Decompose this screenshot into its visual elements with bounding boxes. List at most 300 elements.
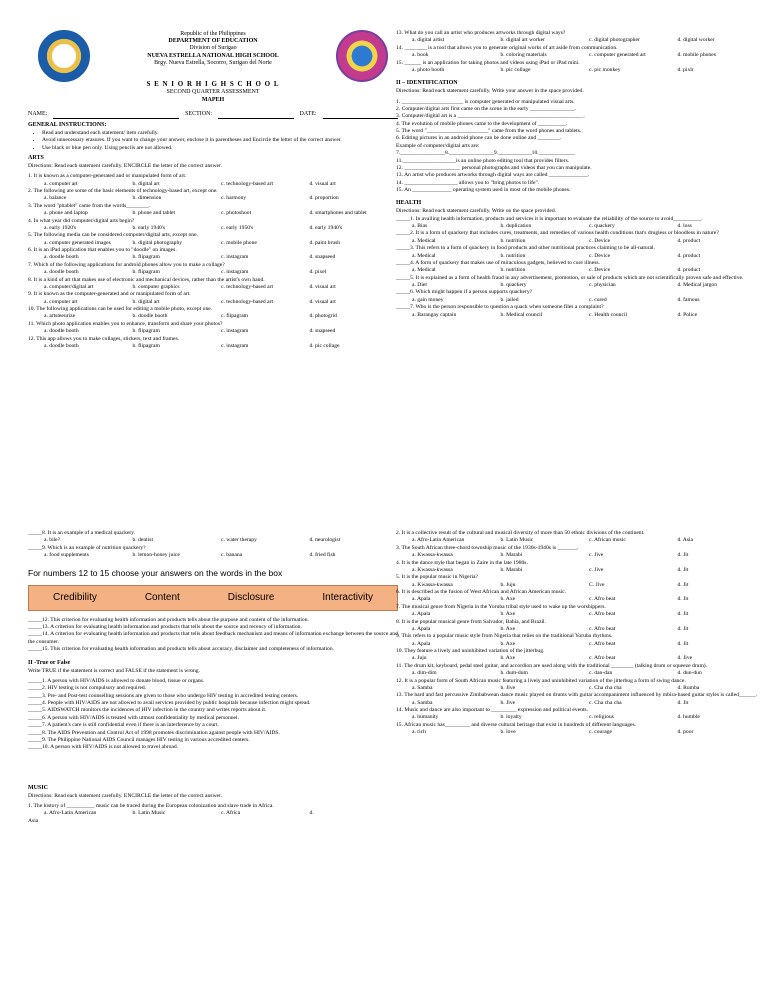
answer-option[interactable]: a. digital artist: [412, 37, 445, 44]
answer-option[interactable]: a. computer art: [44, 298, 78, 305]
answer-option[interactable]: c. courage: [589, 729, 612, 736]
question-text: 11. The drum kit, keyboard, pedal steel guitar, and accordion are used along with the traditional ________ (talking drum or squeeze drum).: [396, 662, 708, 669]
answer-option[interactable]: a. photo booth: [412, 66, 445, 73]
dept-text: DEPARTMENT OF EDUCATION: [168, 38, 258, 45]
answer-option[interactable]: a. balance: [44, 195, 67, 202]
answer-option[interactable]: b. dum-dum: [500, 670, 528, 677]
answer-options: [28, 328, 398, 335]
answer-option[interactable]: c. early 1950's: [221, 224, 254, 231]
answer-option[interactable]: c. Jive: [589, 552, 604, 559]
question-text: 2. It is a collective result of the cultural and musical diversity of more than 50 ethnic divisions of the continent.: [396, 530, 645, 536]
answer-option[interactable]: a. book: [412, 52, 429, 59]
question-text: 1. The history of __________ music can be traced during the European colonization and slave trade in Africa.: [28, 802, 274, 809]
answer-option[interactable]: c. Afro beat: [589, 625, 616, 632]
answer-option[interactable]: c. Afro beat: [589, 596, 616, 603]
answer-option[interactable]: d. product: [677, 252, 701, 259]
answer-option[interactable]: c. cured: [589, 296, 607, 303]
answer-option[interactable]: b. digital photography: [132, 239, 183, 246]
identification-item: 7.________________8.________________9.____________10._____________: [396, 150, 575, 157]
subject-title: MAPEH: [201, 97, 225, 104]
answer-option[interactable]: c. religious: [589, 714, 614, 721]
true-false-item: _____8. The AIDS Prevention and Control Act of 1998 promotes discrimination against people with HIV/AIDS.: [28, 729, 280, 736]
answer-option[interactable]: a. Medical: [412, 252, 436, 259]
answer-option[interactable]: c. physician: [589, 282, 616, 289]
identification-items: [396, 99, 766, 195]
answer-option[interactable]: a. Apala: [412, 640, 431, 647]
answer-option[interactable]: c. Afro beat: [589, 655, 616, 662]
answer-option[interactable]: d. pixel: [309, 269, 327, 276]
answer-option[interactable]: b. duplication: [500, 223, 532, 230]
answer-option[interactable]: d. Jit: [677, 596, 689, 603]
answer-option[interactable]: b. digital art: [132, 180, 160, 187]
answer-option[interactable]: a. bile?: [44, 537, 61, 544]
word-credibility: Credibility: [52, 592, 97, 604]
question-text: _____3. This refers to a form of quackery in food products and other nutritional practices claiming to be all-natural.: [396, 245, 655, 252]
answer-option[interactable]: d. Jit: [677, 566, 689, 573]
answer-option[interactable]: c. water therapy: [221, 537, 257, 544]
answer-option[interactable]: d. snapseed: [309, 328, 336, 335]
answer-option[interactable]: d. Jit: [677, 640, 689, 647]
answer-options: [396, 253, 766, 260]
question-text: 6. It is described as the fusion of West African and African American music.: [396, 589, 567, 595]
answer-option[interactable]: a. computer art: [44, 180, 78, 187]
answer-option[interactable]: b. flipagram: [132, 269, 160, 276]
page-top-right: [396, 30, 766, 319]
answer-option[interactable]: b. Latin Music: [500, 537, 534, 544]
answer-option[interactable]: d. pic collage: [309, 342, 340, 349]
answer-option[interactable]: d. Jit: [677, 699, 689, 706]
true-false-item: _____9. The Philippine National AIDS Council manages HIV testing in various accredited centers.: [28, 736, 250, 743]
music-tail-text: Asia: [28, 817, 39, 824]
answer-option[interactable]: a. computer generated images: [44, 239, 111, 246]
answer-options: [28, 313, 398, 320]
answer-option[interactable]: d. Rumba: [677, 684, 700, 691]
answer-option[interactable]: a. humanity: [412, 714, 439, 721]
answer-option[interactable]: d. paint brush: [309, 239, 341, 246]
question-text: _____5. It is explained as a form of health fraud in any advertisement, promotion, or sale of products which are not scientifically proven safe and effective.: [396, 274, 744, 281]
date-label: DATE:: [299, 111, 317, 118]
answer-option[interactable]: a. Kwassa-kwassa: [412, 552, 453, 559]
answer-options: [396, 552, 766, 559]
answer-option[interactable]: b. Axe: [500, 596, 516, 603]
answer-option[interactable]: d. Asia: [677, 537, 694, 544]
identification-item: 13. An artist who produces artworks through digital ways are called ______________.: [396, 172, 590, 179]
answer-option[interactable]: b. phone and tablet: [132, 210, 176, 217]
question-text: 5. The following media can be considered computer/digital arts, except one.: [28, 232, 198, 239]
answer-option[interactable]: c. African music: [589, 537, 626, 544]
answer-option[interactable]: a. artsteeurize: [44, 313, 76, 320]
answer-option[interactable]: a. food supplements: [44, 552, 89, 559]
question-text: 12. This app allows you to make collages, stickers, text and frames.: [28, 335, 180, 342]
true-false-item: _____6. A person with HIV/AIDS is treated with utmost confidentiality by medical personnel.: [28, 714, 239, 721]
instruction-item: • Use black or blue pen only. Using pencils are not allowed.: [42, 145, 398, 152]
division-text: Division of Surigao: [189, 45, 237, 52]
answer-option[interactable]: c. Health council: [589, 311, 628, 318]
answer-options: [396, 611, 766, 618]
answer-option[interactable]: a. Kwassa-kwassa: [412, 581, 453, 588]
answer-option[interactable]: a. Apala: [412, 611, 431, 618]
answer-option[interactable]: b. pic collage: [500, 66, 531, 73]
question-text: 14. ________ is a tool that allows you to generate original works of art aside from communication.: [396, 44, 618, 51]
answer-option[interactable]: a. doodle booth: [44, 269, 79, 276]
answer-options: [396, 537, 766, 544]
answer-option[interactable]: c. Jive: [589, 566, 604, 573]
page-top-left: [28, 30, 398, 350]
page-bottom-right: [396, 530, 766, 737]
answer-option[interactable]: a. doodle booth: [44, 342, 79, 349]
answer-option[interactable]: d. Jive: [677, 655, 693, 662]
question-text: 4. In what year did computer/digital arts begin?: [28, 217, 135, 224]
republic-text: Republic of the Philippines: [180, 31, 246, 37]
music-questions: [28, 803, 398, 818]
school-address: Brgy. Nueva Estrella, Socorro, Surigao del Norte: [154, 59, 272, 66]
answer-option[interactable]: a. rich: [412, 729, 426, 736]
answer-option[interactable]: c. pic monkey: [589, 66, 621, 73]
question-text: 9. It is known as the computer-generated and or manipulated form of art.: [28, 291, 191, 298]
answer-option[interactable]: d. visual art: [309, 298, 336, 305]
question-text: _____8. It is an example of a medical quackery.: [28, 530, 136, 536]
question-text: 1. It is known as a computer-generated and or manipulated form of art.: [28, 173, 187, 180]
answer-option[interactable]: d. Medical jargon: [677, 282, 718, 289]
answer-option[interactable]: d. proportion: [309, 195, 339, 202]
answer-option[interactable]: d. Jit: [677, 552, 689, 559]
deped-seal-logo: [38, 30, 90, 82]
arts-directions: Directions: Read each statement carefully. ENCIRCLE the letter of the correct answer.: [28, 162, 222, 169]
criteria-items: [28, 617, 398, 654]
general-instructions-list: [28, 130, 398, 152]
answer-option[interactable]: d. digital worker: [677, 37, 715, 44]
word-box-note: For numbers 12 to 15 choose your answers on the words in the box: [28, 567, 283, 578]
arts-title: ARTS: [28, 154, 44, 161]
answer-option[interactable]: b. flipagram: [132, 342, 160, 349]
answer-option[interactable]: a. Bias: [412, 223, 428, 230]
answer-option[interactable]: d. visual art: [309, 283, 336, 290]
answer-option[interactable]: a. doodle booth: [44, 328, 79, 335]
answer-options: [28, 181, 398, 188]
answer-options: [396, 596, 766, 603]
question-text: _____7. Who is the person responsible to question a quack when someone files a complaint?: [396, 304, 604, 311]
answer-option[interactable]: d. photogrid: [309, 313, 337, 320]
identification-item: 14. ___________________ allows you to "bring photos to life".: [396, 179, 540, 186]
answer-option[interactable]: b. Axe: [500, 655, 516, 662]
school-seal-logo: [336, 30, 388, 82]
true-false-item: _____3. Pre- and Post-test counselling sessions are given to those who undergo HIV testing in accredited testing centers.: [28, 692, 299, 699]
answer-option[interactable]: d. humble: [677, 714, 700, 721]
answer-option[interactable]: c. Afro beat: [589, 640, 616, 647]
question-text: 12. It is a popular form of South African music featuring a lively and uninhibited variation of the jitterbug a form of swing dance.: [396, 677, 686, 684]
question-text: 9. This refers to a popular music style from Nigeria that relies on the traditional Yoruba rhythms.: [396, 633, 613, 640]
question-text: 8. It is a kind of art that makes use of electronic and mechanical devices, rather than the artist's own hand.: [28, 276, 265, 283]
health-directions: Directions: Read each statement carefully. Write on the space provided.: [396, 208, 557, 215]
answer-option[interactable]: c. computer generated art: [589, 52, 646, 59]
answer-options: [28, 810, 398, 817]
word-content: Content: [144, 592, 180, 604]
true-false-title: II -True or False: [28, 659, 71, 666]
answer-option[interactable]: b. Axe: [500, 611, 516, 618]
answer-option[interactable]: a. Kwassa-kwassa: [412, 566, 453, 573]
answer-option[interactable]: a. doodle booth: [44, 254, 79, 261]
true-false-item: _____5. AIDSWATCH monitors the incidences of HIV infection in the country and writes reports about it.: [28, 707, 267, 714]
answer-option[interactable]: c. mobile phone: [221, 239, 257, 246]
answer-option[interactable]: b. Jive: [500, 684, 516, 691]
answer-option[interactable]: a. Medical: [412, 267, 436, 274]
answer-option[interactable]: a. gain money: [412, 296, 444, 303]
health-questions: [396, 216, 766, 319]
answer-option[interactable]: c. flipagram: [221, 313, 249, 320]
answer-option[interactable]: c. Africa: [221, 810, 241, 817]
answer-option[interactable]: c. instagram: [221, 254, 249, 261]
answer-option[interactable]: d. visual art: [309, 180, 336, 187]
question-text: _____2. It is a form of quackery that includes cures, treatments, and remedies of various health conditions that's drugless or bloodless in nature?: [396, 230, 719, 237]
answer-options: [396, 700, 766, 707]
question-text: _____1. In availing health information, products and services it is important to evaluate the reliability of the source to avoid__________.: [396, 215, 703, 222]
answer-option[interactable]: c. Device: [589, 237, 611, 244]
answer-option[interactable]: b. nutrition: [500, 252, 526, 259]
answer-option[interactable]: b. Juju: [500, 581, 516, 588]
answer-option[interactable]: b. Marabi: [500, 552, 523, 559]
answer-options: [396, 567, 766, 574]
criteria-item: _____12. This criterion for evaluating health information and products tells about the purpose and content of the information.: [28, 616, 309, 623]
answer-options: [28, 195, 398, 202]
question-text: 3. The South African three-chord township music of the 1930s-1940s is _______.: [396, 544, 579, 551]
answer-option[interactable]: d. smartphones and tablet: [309, 210, 367, 217]
answer-option[interactable]: b. coloring materials: [500, 52, 547, 59]
question-text: 4. It is the dance style that began in Zaire in the late 1980s.: [396, 559, 528, 566]
question-text: 14. Music and dance are also important to _________ expression and political events.: [396, 707, 589, 713]
answer-option[interactable]: c. instagram: [221, 342, 249, 349]
section-field[interactable]: [218, 111, 293, 119]
question-text: 11. Which photo application enables you to enhance, transform and share your photos?: [28, 320, 223, 327]
answer-option[interactable]: a. early 1920's: [44, 224, 77, 231]
answer-option[interactable]: c. instagram: [221, 269, 249, 276]
question-text: 8. It is the popular musical genre from Salvador, Bahia, and Brazil.: [396, 618, 546, 625]
answer-option[interactable]: b. flipagram: [132, 328, 160, 335]
word-disclosure: Disclosure: [227, 592, 275, 604]
true-false-items: [28, 678, 398, 752]
answer-option[interactable]: d. Police: [677, 311, 698, 318]
answer-options: [396, 729, 766, 736]
question-text: 5. It is the popular music in Nigeria?: [396, 574, 479, 581]
answer-option[interactable]: d. pixlr: [677, 66, 694, 73]
music-questions-continued: [396, 530, 766, 737]
exam-title: SECOND QUARTER ASSESSMENT: [166, 89, 260, 96]
answer-options: [396, 714, 766, 721]
answer-option[interactable]: b. nutrition: [500, 267, 526, 274]
answer-options: [28, 240, 398, 247]
question-text: _____4. A form of quackery that makes use of miraculous gadgets, believed to cure illness.: [396, 259, 600, 266]
question-text: 6. It is an iPad application that enables you to "doodle" on images.: [28, 247, 177, 254]
answer-option[interactable]: c. banana: [221, 552, 243, 559]
answer-option[interactable]: d. famous: [677, 296, 700, 303]
answer-option[interactable]: a. Apala: [412, 596, 431, 603]
answer-option[interactable]: c. technology-based art: [221, 298, 274, 305]
answer-option[interactable]: d. poor: [677, 729, 694, 736]
answer-option[interactable]: a. Afro-Latin American: [412, 537, 465, 544]
answer-option[interactable]: a. Afro-Latin American: [44, 810, 97, 817]
criteria-item: _____13. A criterion for evaluating health information and products that tells about the source and recency of information.: [28, 624, 302, 631]
answer-option[interactable]: b. digital art: [132, 298, 160, 305]
answer-options: [396, 37, 766, 44]
question-text: 10. They feature a lively and uninhibited variation of the jitterbug.: [396, 648, 545, 654]
music-directions: Directions: Read each statement carefully. ENCIRCLE the letter of the correct answer.: [28, 792, 222, 799]
answer-option[interactable]: c. Device: [589, 267, 611, 274]
question-text: _____9. Which is an example of nutrition quackery?: [28, 544, 146, 551]
arts-questions-continued: [396, 30, 766, 74]
identification-directions: Directions: Read each statement carefully. Write your answer in the space provided.: [396, 88, 584, 95]
answer-option[interactable]: d. Jit: [677, 611, 689, 618]
answer-option[interactable]: a. dim-dim: [412, 670, 437, 677]
answer-option[interactable]: d. early 1940's: [309, 224, 343, 231]
answer-option[interactable]: a. Diet: [412, 282, 427, 289]
criteria-item: _____15. This criterion for evaluating health information and products tells about accuracy, disclaimer and completeness of information.: [28, 646, 335, 653]
answer-option[interactable]: d. Jit: [677, 625, 689, 632]
answer-option[interactable]: b. loyalty: [500, 714, 522, 721]
answer-option[interactable]: d. Jit: [677, 581, 689, 588]
answer-options: [28, 552, 398, 559]
answer-option[interactable]: b. nutrition: [500, 237, 526, 244]
answer-option[interactable]: a. Samba: [412, 684, 433, 691]
question-text: 7. The musical genre from Nigeria in the Yoruba tribal style used to wake up the worshippers.: [396, 603, 606, 610]
answer-options: [396, 670, 766, 677]
identification-item: 4. The evolution of mobile phones came to the development of __________.: [396, 120, 568, 127]
arts-questions: [28, 173, 398, 350]
question-text: 13. The hard and fast percussive Zimbabwean dance music played on drums with guitar accompaniment influenced by mbira-based guitar styles is called______.: [396, 692, 758, 699]
word-interactivity: Interactivity: [322, 592, 373, 604]
answer-option[interactable]: a. Samba: [412, 699, 433, 706]
general-instructions-title: GENERAL INSTRUCTIONS:: [28, 121, 107, 128]
answer-option[interactable]: b. Latin Music: [132, 810, 166, 817]
question-text: 7. Which of the following applications for android phones allow you to make a collage?: [28, 261, 225, 268]
school-name: NUEVA ESTRELLA NATIONAL HIGH SCHOOL: [147, 52, 279, 59]
answer-option[interactable]: c. digital photographer: [589, 37, 640, 44]
answer-options: [396, 655, 766, 662]
question-text: 15. African music has_________ and diverse cultural heritage that exist in hundreds of different languages.: [396, 721, 637, 728]
answer-option[interactable]: b. quackery: [500, 282, 527, 289]
identification-item: 12. ____________________ personal photographs and videos that you can manipulate.: [396, 164, 592, 171]
identification-item: 6. Editing pictures in an android phone can be done online and ________.: [396, 135, 562, 142]
date-field[interactable]: [323, 111, 398, 119]
identification-item: 11.___________________is an online photo editing tool that provides filters.: [396, 157, 570, 164]
instruction-item: • Avoid unnecessary erasures. If you want to change your answer, enclose it in parentheses and Encircle the letter of the correct answer.: [42, 137, 398, 144]
answer-option[interactable]: c. technology-based art: [221, 180, 274, 187]
answer-option[interactable]: c. technology-based art: [221, 283, 274, 290]
answer-option[interactable]: c. harmony: [221, 195, 247, 202]
answer-option[interactable]: d. snapseed: [309, 254, 336, 261]
answer-option[interactable]: b. early 1940's: [132, 224, 166, 231]
answer-options: [396, 267, 766, 274]
answer-option[interactable]: c. quackery: [589, 223, 615, 230]
answer-option[interactable]: b. Axe: [500, 625, 516, 632]
answer-option[interactable]: b. doodle booth: [132, 313, 168, 320]
answer-option[interactable]: c. Cha cha cha: [589, 699, 622, 706]
answer-option[interactable]: d. product: [677, 237, 701, 244]
name-field[interactable]: [53, 111, 179, 119]
answer-option[interactable]: a. Juju: [412, 655, 427, 662]
identification-item: 15. An ______________ operating system used in most of the mobile phones.: [396, 187, 571, 194]
answer-options: [28, 210, 398, 217]
answer-options: [396, 582, 766, 589]
answer-option[interactable]: b. Axe: [500, 640, 516, 647]
answer-options: [28, 537, 398, 544]
question-text: 15. ______ is an application for taking photos and videos using iPad or iPad mini.: [396, 59, 580, 66]
answer-option[interactable]: b. flipagram: [132, 254, 160, 261]
instruction-item: • Read and understand each statement/ item carefully.: [42, 130, 398, 137]
page-bottom-left: [28, 530, 398, 825]
answer-option[interactable]: c. Cha cha cha: [589, 684, 622, 691]
answer-option[interactable]: b. lemon-honey juice: [132, 552, 180, 559]
answer-option[interactable]: b. Jive: [500, 699, 516, 706]
identification-item: 3. Computer/digital art is a _____________________________________________.: [396, 113, 585, 120]
identification-item: 5. The word "______________________" came from the word phones and tablets.: [396, 128, 582, 135]
answer-option[interactable]: d. loss: [677, 223, 692, 230]
answer-option[interactable]: d. mobile phones: [677, 52, 716, 59]
true-false-item: _____7. A patient's care is still confidential even if there is an interference by a court.: [28, 722, 219, 729]
level-title: S E N I O R H I G H S C H O O L: [146, 80, 280, 88]
answer-option[interactable]: d. neurologist: [309, 537, 341, 544]
answer-option[interactable]: b. Marabi: [500, 566, 523, 573]
answer-option[interactable]: a. Apala: [412, 625, 431, 632]
answer-options: [396, 52, 766, 59]
true-false-directions: Write TRUE if the statement is correct and FALSE if the statement is wrong.: [28, 667, 200, 674]
question-text: 10. The following applications can be used for editing a mobile photo, except one.: [28, 306, 213, 313]
word-box: [28, 585, 398, 611]
question-text: 3. The word "phablet" came from the words________.: [28, 202, 151, 209]
answer-option[interactable]: C. Jive: [589, 581, 605, 588]
answer-option[interactable]: d. fried fish: [309, 552, 336, 559]
true-false-item: _____4. People with HIV/AIDS are not allowed to avail services provided by public hospitals because infection might spread.: [28, 700, 311, 706]
question-text: 2. The following are some of the basic elements of technology-based art, except one.: [28, 188, 218, 195]
answer-option[interactable]: c. photoshoot: [221, 210, 252, 217]
health-title: HEALTH: [396, 200, 422, 207]
answer-option[interactable]: b. love: [500, 729, 516, 736]
answer-options: [396, 641, 766, 648]
criteria-item: _____14. A criterion for evaluating health information and products that tells about feedback mechanism and means of information exchange between the source and the consumer.: [28, 631, 398, 645]
name-bar: [28, 111, 398, 119]
identification-title: II – IDENTIFICATION: [396, 80, 458, 87]
true-false-item: _____2. HIV testing is not compulsory and required.: [28, 685, 147, 692]
answer-option[interactable]: a. Medical: [412, 237, 436, 244]
question-text: _____6. Which might happen if a person supports quackery?: [396, 289, 533, 296]
identification-item: 2. Computer/digital arts first came on the scene in the early ________________.: [396, 105, 577, 112]
answer-option[interactable]: b. jailed: [500, 296, 519, 303]
answer-option[interactable]: b. digital art worker: [500, 37, 545, 44]
answer-option[interactable]: b. dentist: [132, 537, 154, 544]
answer-option[interactable]: b. Medical council: [500, 311, 543, 318]
answer-option[interactable]: b. dimension: [132, 195, 162, 202]
answer-option[interactable]: c. Device: [589, 252, 611, 259]
letterhead: [28, 30, 398, 80]
answer-option[interactable]: a. phone and laptop: [44, 210, 88, 217]
answer-option[interactable]: a. Barangay captain: [412, 311, 457, 318]
name-label: NAME:: [28, 111, 48, 118]
answer-option[interactable]: d. dun-dun: [677, 670, 702, 677]
answer-option[interactable]: d.: [309, 810, 314, 817]
answer-option[interactable]: c. dan-dan: [589, 670, 613, 677]
answer-option[interactable]: c. Afro beat: [589, 611, 616, 618]
answer-options: [28, 254, 398, 261]
true-false-item: _____10. A person with HIV/AIDS is not allowed to travel abroad.: [28, 744, 179, 751]
music-title: MUSIC: [28, 784, 49, 791]
answer-options: [28, 269, 398, 276]
section-label: SECTION:: [185, 111, 213, 118]
answer-options: [28, 299, 398, 306]
answer-option[interactable]: c. instagram: [221, 328, 249, 335]
health-questions-continued: [28, 530, 398, 560]
answer-option[interactable]: a. computer/digital art: [44, 283, 94, 290]
answer-option[interactable]: b. computer graphics: [132, 283, 180, 290]
answer-option[interactable]: d. product: [677, 267, 701, 274]
answer-options: [396, 312, 766, 319]
